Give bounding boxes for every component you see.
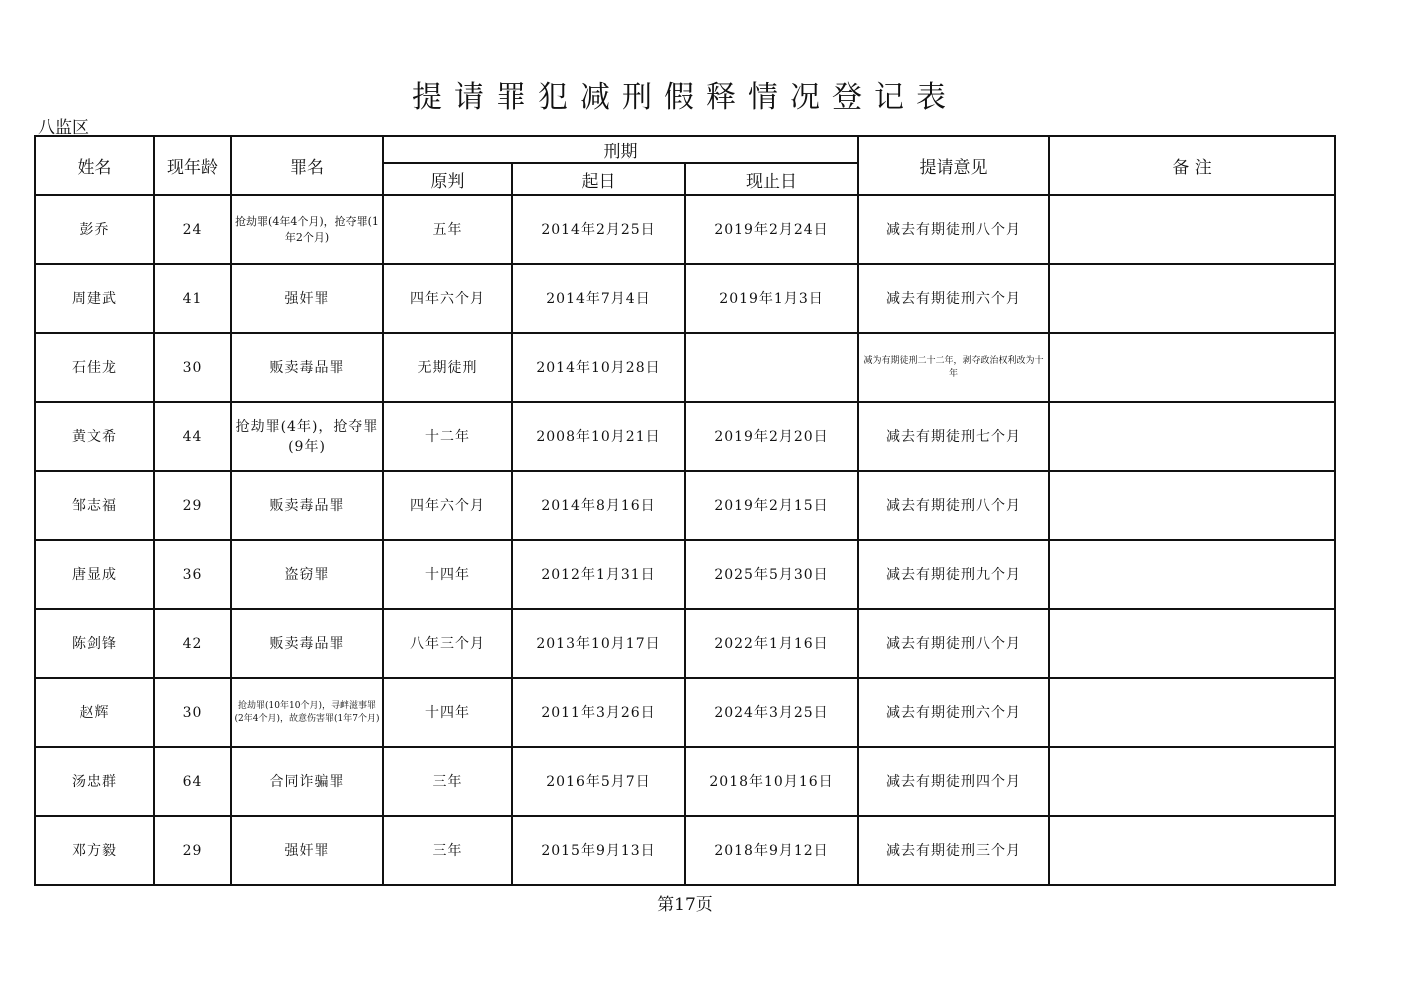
cell-original: 四年六个月 xyxy=(383,264,512,333)
cell-name: 彭乔 xyxy=(35,195,154,264)
header-crime: 罪名 xyxy=(231,136,383,195)
cell-start: 2013年10月17日 xyxy=(512,609,685,678)
cell-name: 邓方毅 xyxy=(35,816,154,885)
cell-name: 唐显成 xyxy=(35,540,154,609)
cell-opinion: 减去有期徒刑八个月 xyxy=(858,609,1049,678)
cell-age: 29 xyxy=(154,816,231,885)
cell-age: 42 xyxy=(154,609,231,678)
cell-start: 2015年9月13日 xyxy=(512,816,685,885)
cell-original: 十四年 xyxy=(383,678,512,747)
table-row xyxy=(35,678,1335,747)
table-row xyxy=(35,264,1335,333)
cell-remark xyxy=(1049,333,1335,402)
cell-opinion: 减去有期徒刑六个月 xyxy=(858,264,1049,333)
cell-name: 周建武 xyxy=(35,264,154,333)
cell-age: 44 xyxy=(154,402,231,471)
cell-remark xyxy=(1049,678,1335,747)
cell-crime: 贩卖毒品罪 xyxy=(231,609,383,678)
cell-end xyxy=(685,333,858,402)
cell-crime: 抢劫罪(4年)，抢夺罪(9年) xyxy=(231,402,383,471)
header-end: 现止日 xyxy=(685,163,858,195)
cell-original: 十二年 xyxy=(383,402,512,471)
cell-opinion: 减为有期徒刑二十二年，剥夺政治权利改为十年 xyxy=(858,333,1049,402)
cell-remark xyxy=(1049,195,1335,264)
cell-remark xyxy=(1049,402,1335,471)
cell-remark xyxy=(1049,609,1335,678)
table-row xyxy=(35,333,1335,402)
cell-remark xyxy=(1049,264,1335,333)
unit-label: 八监区 xyxy=(38,118,89,138)
cell-remark xyxy=(1049,747,1335,816)
page-number: 第17页 xyxy=(657,895,713,915)
cell-end: 2019年1月3日 xyxy=(685,264,858,333)
cell-original: 四年六个月 xyxy=(383,471,512,540)
header-name: 姓名 xyxy=(35,136,154,195)
table-row xyxy=(35,540,1335,609)
cell-crime: 强奸罪 xyxy=(231,264,383,333)
cell-remark xyxy=(1049,816,1335,885)
cell-start: 2016年5月7日 xyxy=(512,747,685,816)
cell-original: 三年 xyxy=(383,816,512,885)
cell-end: 2022年1月16日 xyxy=(685,609,858,678)
cell-opinion: 减去有期徒刑八个月 xyxy=(858,195,1049,264)
table-row xyxy=(35,402,1335,471)
registration-table xyxy=(34,135,1336,886)
cell-crime: 贩卖毒品罪 xyxy=(231,333,383,402)
cell-crime: 强奸罪 xyxy=(231,816,383,885)
cell-start: 2012年1月31日 xyxy=(512,540,685,609)
header-original: 原判 xyxy=(383,163,512,195)
cell-age: 24 xyxy=(154,195,231,264)
cell-end: 2024年3月25日 xyxy=(685,678,858,747)
cell-name: 赵辉 xyxy=(35,678,154,747)
cell-crime: 抢劫罪(10年10个月)，寻衅滋事罪(2年4个月)，故意伤害罪(1年7个月) xyxy=(231,678,383,747)
table-row xyxy=(35,195,1335,264)
cell-opinion: 减去有期徒刑三个月 xyxy=(858,816,1049,885)
header-start: 起日 xyxy=(512,163,685,195)
cell-start: 2014年7月4日 xyxy=(512,264,685,333)
cell-start: 2008年10月21日 xyxy=(512,402,685,471)
header-opinion: 提请意见 xyxy=(858,136,1049,195)
cell-age: 30 xyxy=(154,333,231,402)
table-row xyxy=(35,747,1335,816)
cell-end: 2019年2月15日 xyxy=(685,471,858,540)
cell-crime: 贩卖毒品罪 xyxy=(231,471,383,540)
cell-age: 41 xyxy=(154,264,231,333)
cell-start: 2014年8月16日 xyxy=(512,471,685,540)
cell-original: 八年三个月 xyxy=(383,609,512,678)
cell-original: 十四年 xyxy=(383,540,512,609)
cell-opinion: 减去有期徒刑七个月 xyxy=(858,402,1049,471)
header-term: 刑期 xyxy=(383,136,858,163)
cell-end: 2019年2月20日 xyxy=(685,402,858,471)
cell-name: 陈剑锋 xyxy=(35,609,154,678)
cell-original: 三年 xyxy=(383,747,512,816)
cell-crime: 抢劫罪(4年4个月)，抢夺罪(1年2个月) xyxy=(231,195,383,264)
table-row xyxy=(35,816,1335,885)
cell-age: 36 xyxy=(154,540,231,609)
cell-original: 无期徒刑 xyxy=(383,333,512,402)
cell-end: 2019年2月24日 xyxy=(685,195,858,264)
cell-name: 石佳龙 xyxy=(35,333,154,402)
table-row xyxy=(35,471,1335,540)
cell-age: 29 xyxy=(154,471,231,540)
cell-crime: 合同诈骗罪 xyxy=(231,747,383,816)
cell-start: 2014年2月25日 xyxy=(512,195,685,264)
cell-opinion: 减去有期徒刑八个月 xyxy=(858,471,1049,540)
header-age: 现年龄 xyxy=(154,136,231,195)
cell-opinion: 减去有期徒刑九个月 xyxy=(858,540,1049,609)
header-remark: 备 注 xyxy=(1049,136,1335,195)
cell-age: 30 xyxy=(154,678,231,747)
cell-opinion: 减去有期徒刑六个月 xyxy=(858,678,1049,747)
cell-crime: 盗窃罪 xyxy=(231,540,383,609)
cell-opinion: 减去有期徒刑四个月 xyxy=(858,747,1049,816)
cell-end: 2018年10月16日 xyxy=(685,747,858,816)
page-title: 提请罪犯减刑假释情况登记表 xyxy=(412,80,958,115)
cell-remark xyxy=(1049,471,1335,540)
cell-name: 黄文希 xyxy=(35,402,154,471)
cell-start: 2011年3月26日 xyxy=(512,678,685,747)
cell-original: 五年 xyxy=(383,195,512,264)
cell-name: 汤忠群 xyxy=(35,747,154,816)
cell-remark xyxy=(1049,540,1335,609)
cell-end: 2025年5月30日 xyxy=(685,540,858,609)
cell-start: 2014年10月28日 xyxy=(512,333,685,402)
cell-end: 2018年9月12日 xyxy=(685,816,858,885)
cell-age: 64 xyxy=(154,747,231,816)
cell-name: 邹志福 xyxy=(35,471,154,540)
table-row xyxy=(35,609,1335,678)
